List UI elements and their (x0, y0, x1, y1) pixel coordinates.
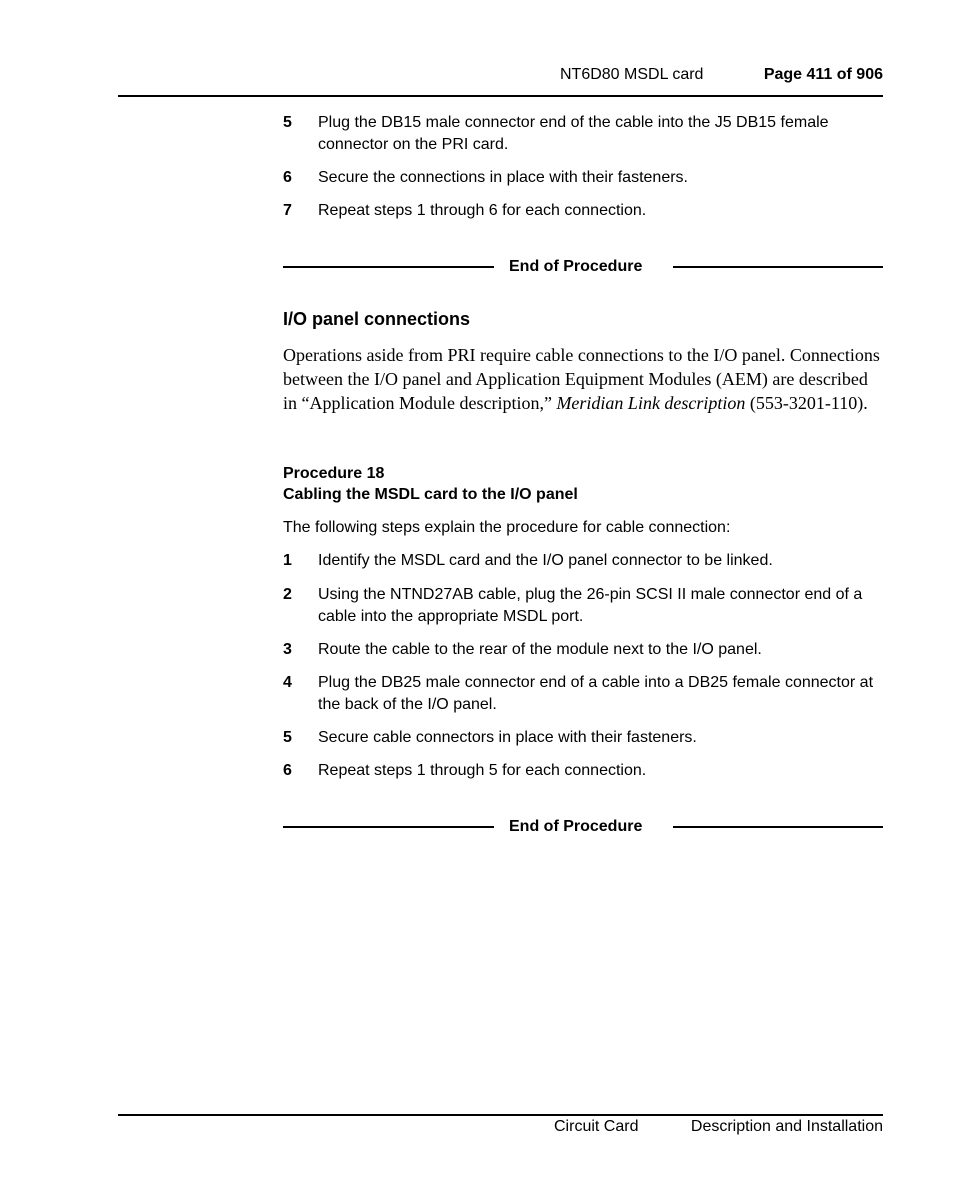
step-text: Repeat steps 1 through 5 for each connection. (318, 762, 647, 779)
paragraph-text-end: (553-3201-110). (745, 393, 868, 413)
procedure-number: Procedure 18 (283, 465, 385, 482)
end-of-procedure-label: End of Procedure (509, 258, 643, 275)
end-of-procedure-rule-left (283, 266, 494, 268)
step-text: Using the NTND27AB cable, plug the 26-pin SCSI II male connector end of a cable into the appropriate MSDL port. (318, 586, 863, 625)
footer-rule (118, 1114, 883, 1116)
step-number: 5 (283, 114, 292, 131)
document-reference-title: Meridian Link description (556, 393, 746, 413)
procedure-intro: The following steps explain the procedure for cable connection: (283, 519, 731, 536)
end-of-procedure-label: End of Procedure (509, 818, 643, 835)
step-number: 6 (283, 169, 292, 186)
footer-right-text: Description and Installation (690, 1118, 883, 1135)
end-of-procedure-rule-right (673, 826, 883, 828)
header-doc-title: NT6D80 MSDL card (560, 66, 704, 83)
step-text: Plug the DB25 male connector end of a cable into a DB25 female connector at the back of the I/O panel. (318, 674, 874, 713)
step-number: 5 (283, 729, 292, 746)
end-of-procedure-rule-left (283, 826, 494, 828)
step-text: Repeat steps 1 through 6 for each connection. (318, 202, 647, 219)
header-page-number: Page 411 of 906 (763, 66, 883, 83)
procedure-title: Cabling the MSDL card to the I/O panel (283, 486, 578, 503)
paragraph-text: Operations aside from PRI require cable connections to the I/O panel. Connections between the I/O panel and Application Equipment Modules (AEM) are described in “Application Module description,” (283, 345, 880, 413)
step-text: Plug the DB15 male connector end of the cable into the J5 DB15 female connector on the PRI card. (318, 114, 829, 153)
footer-left-text: Circuit Card (554, 1118, 639, 1135)
step-text: Secure cable connectors in place with their fasteners. (318, 729, 697, 746)
step-number: 2 (283, 586, 292, 603)
step-text: Identify the MSDL card and the I/O panel connector to be linked. (318, 552, 773, 569)
step-number: 7 (283, 202, 292, 219)
step-text: Route the cable to the rear of the module next to the I/O panel. (318, 641, 762, 658)
step-text: Secure the connections in place with their fasteners. (318, 169, 688, 186)
section-heading: I/O panel connections (283, 309, 471, 329)
header-rule (118, 95, 883, 97)
step-number: 3 (283, 641, 292, 658)
step-number: 6 (283, 762, 292, 779)
section-paragraph (283, 343, 883, 415)
end-of-procedure-rule-right (673, 266, 883, 268)
step-number: 4 (283, 674, 292, 691)
step-number: 1 (283, 552, 292, 569)
